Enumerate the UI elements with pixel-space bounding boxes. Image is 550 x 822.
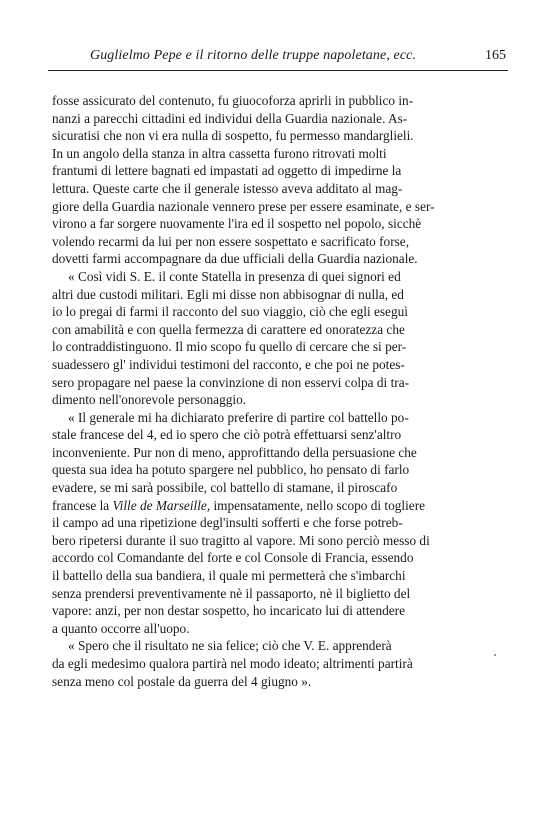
paragraph-2: « Così vidi S. E. il conte Statella in presenza di quei signori ed altri due custodi militari. Egli mi disse non abbisognar di nulla, ed io lo pregai di farmi il racconto del suo viaggio, ciò che egli eseguì con amabilità e con quella fermezza di carattere ed onoratezza che lo contraddistinguono. Il mio scopo fu quello di cercare che si per- suadessero gl' individui testimoni del racconto, e che poi ne potes- sero propagare nel paese la convinzione di non esservi colpa di tra- dimento nell'onorevole personaggio. <box>52 268 410 408</box>
paragraph-4: « Spero che il risultato ne sia felice; ciò che V. E. apprenderà da egli medesimo qualora partirà nel modo ideato; altrimenti partirà senza meno col postale da guerra del 4 giugno ». <box>52 638 413 689</box>
paragraph-1: fosse assicurato del contenuto, fu giuocoforza aprirli in pubblico in- nanzi a parecchi cittadini ed individui della Guardia nazionale. As- sicuratisi che non vi era nulla di sospetto, fu permesso mandarglieli. In un angolo della stanza in altra cassetta furono ritrovati molti frantumi di lettere bagnati ed impastati ad oggetto di impedirne la lettura. Queste carte che il generale istesso aveva additato al mag- giore della Guardia nazionale vennero prese per essere esaminate, e ser- virono a far sorgere nuovamente l'ira ed il sospetto nel popolo, sicchè volendo recarmi da lui per non essere sospettato e sacrificato forse, dovetti farmi accompagnare da due ufficiali della Guardia nazionale. <box>52 93 435 267</box>
page-header <box>48 46 508 71</box>
print-speck <box>494 654 496 656</box>
ship-name: Ville de Marseille <box>112 497 207 513</box>
running-head: Guglielmo Pepe e il ritorno delle truppe napoletane, ecc. <box>90 48 417 63</box>
paragraph-3-before: « Il generale mi ha dichiarato preferire di partire col battello po- stale francese del 4, ed io spero che ciò potrà effettuarsi senz'altro inconveniente. Pur non di meno, approfittando della persuasione che questa sua idea ha potuto spargere nel pubblico, ho pensato di farlo evadere, se mi sarà possibile, col battello di stamane, il piroscafo francese la <box>52 409 417 513</box>
paragraph-3 <box>52 409 510 638</box>
body-text <box>52 92 510 690</box>
paragraph-3-after: , impensatamente, nello scopo di togliere il campo ad una ripetizione degl'insulti sofferti e che forse potreb- bero ripetersi durante il suo tragitto al vapore. Mi sono perciò messo di accordo col Comandante del forte e col Console di Francia, essendo il battello della sua bandiera, il quale mi permetterà che s'imbarchi senza prendersi preventivamente nè il passaporto, nè il biglietto del vapore: anzi, per non destar sospetto, ho incaricato lui di attendere a quanto occorre all'uopo. <box>52 497 430 636</box>
page-number: 165 <box>485 48 506 63</box>
